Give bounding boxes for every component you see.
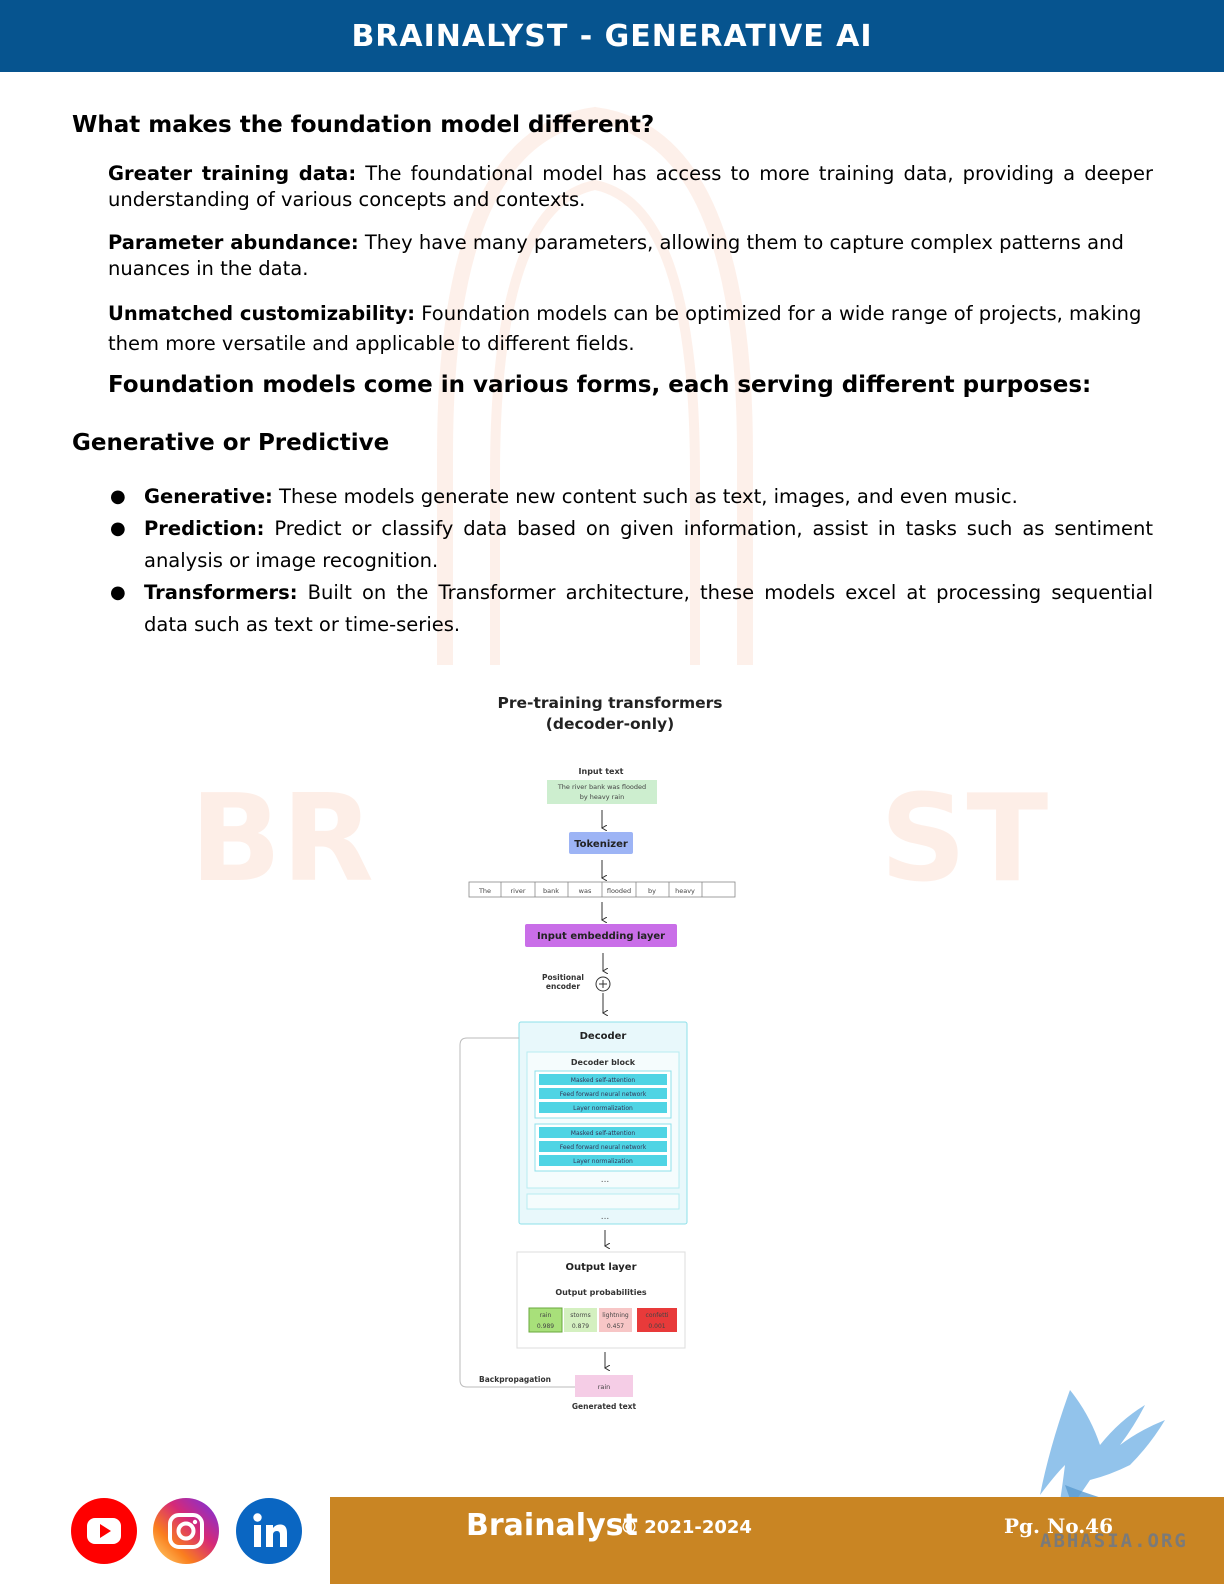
layer-label: Layer normalization xyxy=(573,1105,633,1112)
instagram-icon[interactable] xyxy=(153,1498,219,1564)
page-header xyxy=(0,0,1224,72)
item-text: The foundational model has access to more training data, providing a deeper understanding of various concepts and contexts. xyxy=(108,162,1153,211)
layer-label: Feed forward neural network xyxy=(559,1091,647,1098)
item-term: Greater training data: xyxy=(108,162,357,185)
item-text: Built on the Transformer architecture, these models excel at processing sequential data such as text or time-series. xyxy=(144,581,1153,636)
item-term: Parameter abundance: xyxy=(108,231,359,254)
diagram-title-line2: (decoder-only) xyxy=(545,715,675,733)
token: by xyxy=(648,887,656,895)
item-term: Generative: xyxy=(144,485,273,508)
probability-cells xyxy=(529,1308,677,1332)
output-probabilities-label: Output probabilities xyxy=(555,1288,647,1297)
generated-text-label: Generated text xyxy=(571,1402,637,1411)
probability-value: 0.879 xyxy=(571,1323,590,1330)
page-number: Pg. No.46 xyxy=(1004,1514,1114,1538)
probability-word: confetti xyxy=(645,1312,669,1319)
token: bank xyxy=(543,887,559,895)
item-text: These models generate new content such as text, images, and even music. xyxy=(272,485,1018,508)
bullet-icon: ● xyxy=(110,486,126,507)
token-row xyxy=(469,882,735,897)
decoder-label: Decoder xyxy=(579,1031,627,1042)
site-watermark: ABHASIA.ORG xyxy=(1040,1530,1188,1552)
bullet-icon: ● xyxy=(110,582,126,603)
ellipsis: ... xyxy=(600,1212,610,1222)
watermark-text: BR xyxy=(190,770,374,909)
layer-label: Layer normalization xyxy=(573,1158,633,1165)
item-parameter-abundance xyxy=(108,230,1153,282)
layer-label: Masked self-attention xyxy=(570,1130,636,1137)
token: The xyxy=(478,887,492,895)
positional-encoder-label: Positional xyxy=(542,973,584,982)
list-item xyxy=(108,577,1153,641)
token: heavy xyxy=(675,887,695,895)
youtube-icon[interactable] xyxy=(71,1498,137,1564)
token: flooded xyxy=(606,887,632,895)
input-label: Input text xyxy=(578,767,624,776)
decoder-block-box xyxy=(527,1194,679,1209)
embedding-label: Input embedding layer xyxy=(536,931,666,942)
item-text: They have many parameters, allowing them to capture complex patterns and nuances in the data. xyxy=(108,231,1124,280)
generated-word: rain xyxy=(597,1383,611,1391)
probability-word: rain xyxy=(539,1312,552,1319)
header-title: BRAINALYST - GENERATIVE AI xyxy=(351,19,873,54)
item-text: Foundation models can be optimized for a wide range of projects, making them more versatile and applicable to different fields. xyxy=(108,302,1142,355)
diagram-title xyxy=(480,693,740,735)
watermark-text: ST xyxy=(880,770,1049,909)
backpropagation-label: Backpropagation xyxy=(479,1375,551,1384)
tokenizer-label: Tokenizer xyxy=(574,839,628,850)
item-term: Prediction: xyxy=(144,517,265,540)
list-item xyxy=(108,481,1153,513)
decoder-block-label: Decoder block xyxy=(570,1058,636,1067)
probability-value: 0.001 xyxy=(648,1323,666,1330)
footer-copyright: © 2021-2024 xyxy=(620,1517,752,1538)
input-text-line1: The river bank was flooded xyxy=(557,783,647,791)
input-text-line2: by heavy rain xyxy=(579,793,625,801)
item-customizability xyxy=(108,299,1153,359)
bullet-icon: ● xyxy=(110,518,126,539)
linkedin-icon[interactable] xyxy=(236,1498,302,1564)
heading-forms: Foundation models come in various forms, each serving different purposes: xyxy=(108,372,1092,398)
output-layer-label: Output layer xyxy=(565,1262,637,1273)
layer-label: Feed forward neural network xyxy=(559,1144,647,1151)
ellipsis: ... xyxy=(600,1175,610,1185)
probability-word: storms xyxy=(570,1312,591,1319)
probability-value: 0.989 xyxy=(536,1323,555,1330)
positional-encoder-label: encoder xyxy=(545,982,581,991)
layer-label: Masked self-attention xyxy=(570,1077,636,1084)
probability-value: 0.457 xyxy=(606,1323,625,1330)
item-text: Predict or classify data based on given information, assist in tasks such as sentiment analysis or image recognition. xyxy=(144,517,1153,572)
heading-foundation-difference: What makes the foundation model different? xyxy=(72,112,655,138)
token: river xyxy=(510,887,526,895)
heading-generative-predictive: Generative or Predictive xyxy=(72,430,390,456)
probability-word: lightning xyxy=(602,1312,629,1319)
diagram-title-line1: Pre-training transformers xyxy=(497,694,723,712)
item-training-data xyxy=(108,161,1153,213)
bullet-list xyxy=(108,481,1153,641)
token: was xyxy=(578,887,592,895)
footer-brand: Brainalyst xyxy=(466,1508,638,1543)
transformer-diagram xyxy=(455,760,755,1420)
item-term: Transformers: xyxy=(144,581,298,604)
list-item xyxy=(108,513,1153,577)
item-term: Unmatched customizability: xyxy=(108,302,416,325)
